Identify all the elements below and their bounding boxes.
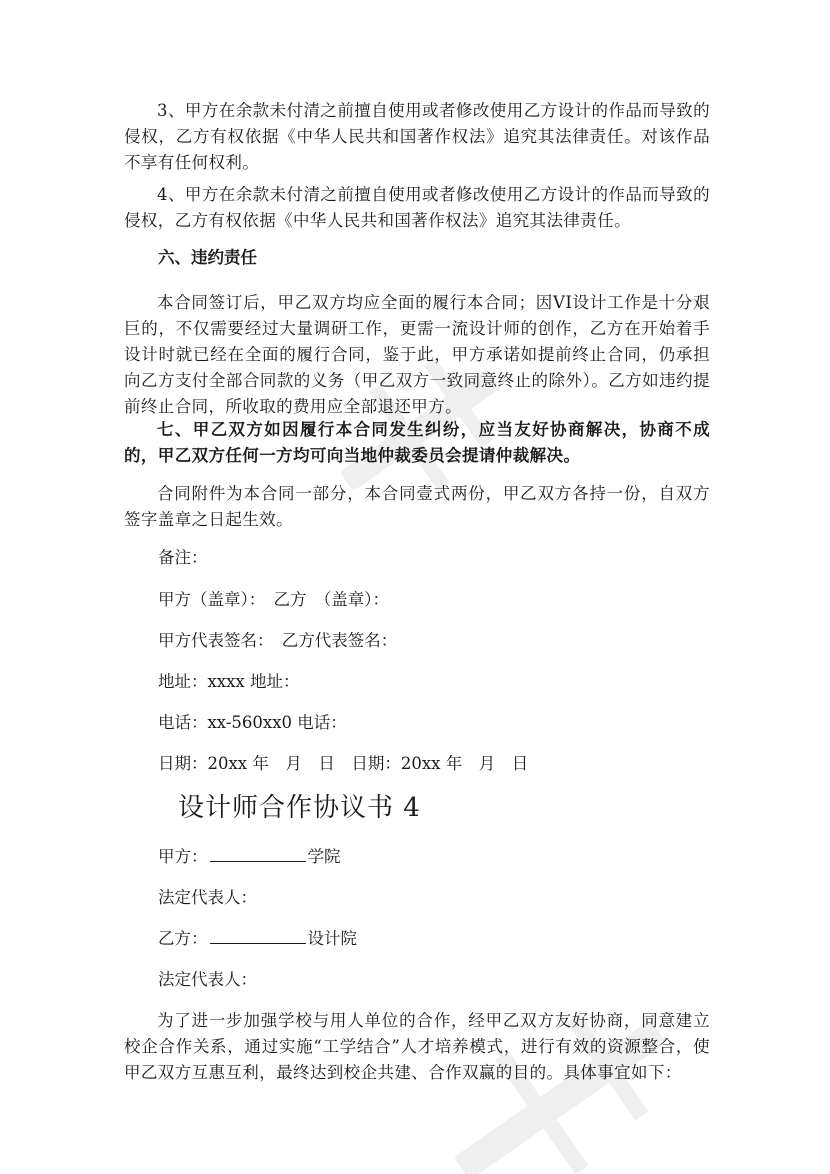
party-b-blank xyxy=(210,927,306,944)
section-7-clause: 七、甲乙双方如因履行本合同发生纠纷，应当友好协商解决，协商不成的，甲乙双方任何一方均可向当地仲裁委员会提请仲裁解决。 xyxy=(124,420,710,465)
representative-line: 甲方代表签名： 乙方代表签名： xyxy=(158,631,398,650)
attachment-clause: 合同附件为本合同一部分，本合同壹式两份，甲乙双方各持一份，自双方签字盖章之日起生效。 xyxy=(124,484,710,529)
clause-4: 4、甲方在余款未付清之前擅自使用或者修改使用乙方设计的作品而导致的侵权，乙方有权依据《中华人民共和国著作权法》追究其法律责任。 xyxy=(124,185,710,230)
party-b-label: 乙方： xyxy=(158,929,208,948)
agreement-intro: 为了进一步加强学校与用人单位的合作，经甲乙双方友好协商，同意建立校企合作关系，通过实施“工学结合”人才培养模式，进行有效的资源整合，使甲乙双方互惠互利，最终达到校企共建、合作双赢的目的。具体事宜如下： xyxy=(124,1011,710,1082)
party-a-label: 甲方： xyxy=(158,847,208,866)
seal-line: 甲方（盖章）： 乙方 （盖章）： xyxy=(158,590,389,609)
section-6-body: 本合同签订后，甲乙双方均应全面的履行本合同；因VI设计工作是十分艰巨的，不仅需要经过大量调研工作，更需一流设计师的创作，乙方在开始着手设计时就已经在全面的履行合同，鉴于此，甲方承诺如提前终止合同，仍承担向乙方支付全部合同款的义务（甲乙双方一致同意终止的除外）。乙方如违约提前终止合同，所收取的费用应全部退还甲方。 xyxy=(124,293,710,416)
party-a-suffix: 学院 xyxy=(307,847,341,866)
party-b-suffix: 设计院 xyxy=(307,929,357,948)
phone-line: 电话：xx-560xx0 电话： xyxy=(158,713,347,732)
party-a-blank xyxy=(210,845,306,862)
agreement-title: 设计师合作协议书 4 xyxy=(178,793,421,823)
clause-3: 3、甲方在余款未付清之前擅自使用或者修改使用乙方设计的作品而导致的侵权，乙方有权依据《中华人民共和国著作权法》追究其法律责任。对该作品不享有任何权利。 xyxy=(124,101,710,172)
address-line: 地址：xxxx 地址： xyxy=(158,672,300,691)
party-b-line xyxy=(158,926,357,952)
section-6-heading: 六、违约责任 xyxy=(158,248,257,267)
legal-rep-b: 法定代表人： xyxy=(158,970,257,989)
party-a-line xyxy=(158,844,341,870)
note-label: 备注： xyxy=(158,548,208,567)
legal-rep-a: 法定代表人： xyxy=(158,888,257,907)
date-line: 日期：20xx 年 月 日 日期：20xx 年 月 日 xyxy=(158,754,529,773)
